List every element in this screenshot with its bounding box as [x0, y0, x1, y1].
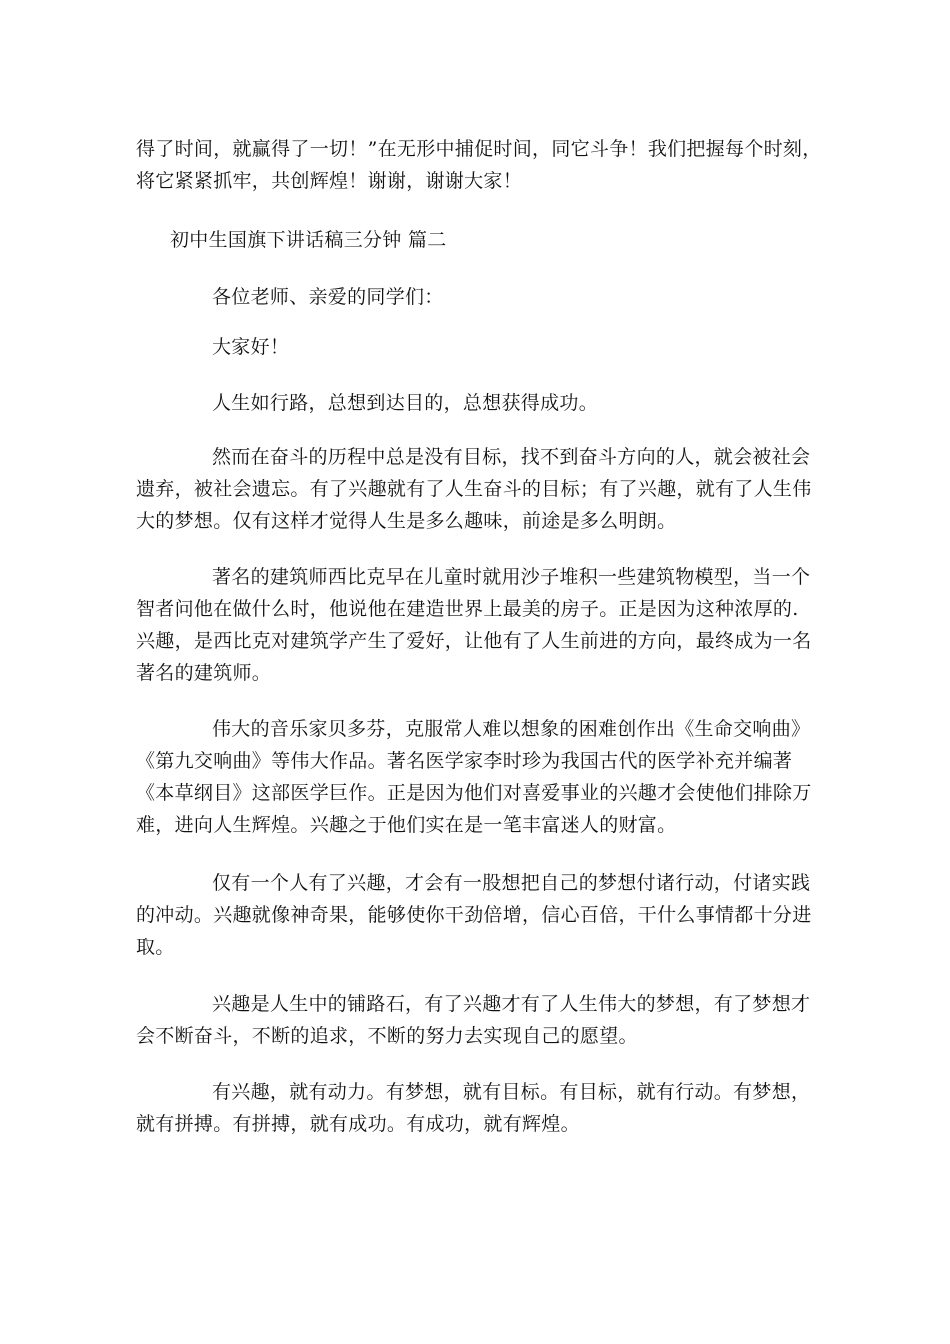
text-line: 人生如行路，总想到达目的，总想获得成功。	[212, 392, 599, 414]
intro-paragraph	[136, 133, 822, 197]
text-line: 仅有一个人有了兴趣，才会有一股想把自己的梦想付诸行动，付诸实践	[212, 872, 811, 894]
text-line: 兴趣，是西比克对建筑学产生了爱好，让他有了人生前进的方向，最终成为一名	[136, 630, 812, 652]
paragraph-3	[136, 561, 816, 689]
text-line: 著名的建筑师。	[136, 662, 272, 684]
text-line: 《第九交响曲》等伟大作品。著名医学家李时珍为我国古代的医学补充并编著	[136, 750, 793, 772]
salutation: 各位老师、亲爱的同学们：	[212, 286, 444, 308]
text-line: 取。	[136, 936, 175, 958]
text-line: 会不断奋斗，不断的追求，不断的努力去实现自己的愿望。	[136, 1025, 638, 1047]
paragraph-5	[136, 867, 816, 963]
greeting: 大家好！	[212, 336, 290, 358]
text-line: 著名的建筑师西比克早在儿童时就用沙子堆积一些建筑物模型，当一个	[212, 566, 811, 588]
text-line: 就有拼搏。有拼搏，就有成功。有成功，就有辉煌。	[136, 1113, 580, 1135]
text-line: 得了时间，就赢得了一切！”在无形中捕促时间，同它斗争！我们把握每个时刻，	[136, 138, 822, 160]
text-line: 大的梦想。仅有这样才觉得人生是多么趣味，前途是多么明朗。	[136, 510, 677, 532]
text-line: 《本草纲目》这部医学巨作。正是因为他们对喜爱事业的兴趣才会使他们排除万	[136, 782, 812, 804]
paragraph-2	[136, 441, 816, 537]
text-line: 伟大的音乐家贝多芬，克服常人难以想象的困难创作出《生命交响曲》	[212, 718, 811, 740]
paragraph-1	[136, 387, 816, 419]
text-line: 遗弃，被社会遗忘。有了兴趣就有了人生奋斗的目标；有了兴趣，就有了人生伟	[136, 478, 812, 500]
section-title: 初中生国旗下讲话稿三分钟 篇二	[170, 229, 447, 251]
paragraph-4	[136, 713, 816, 841]
text-line: 将它紧紧抓牢，共创辉煌！谢谢，谢谢大家！	[136, 170, 523, 192]
text-line: 难，进向人生辉煌。兴趣之于他们实在是一笔丰富迷人的财富。	[136, 814, 677, 836]
text-line: 兴趣是人生中的铺路石，有了兴趣才有了人生伟大的梦想，有了梦想才	[212, 993, 811, 1015]
paragraph-7	[136, 1076, 816, 1140]
text-line: 的冲动。兴趣就像神奇果，能够使你干劲倍增，信心百倍，干什么事情都十分进	[136, 904, 812, 926]
paragraph-6	[136, 988, 816, 1052]
text-line: 然而在奋斗的历程中总是没有目标，找不到奋斗方向的人，就会被社会	[212, 446, 811, 468]
text-line: 有兴趣，就有动力。有梦想，就有目标。有目标，就有行动。有梦想，	[212, 1081, 811, 1103]
text-line: 智者问他在做什么时，他说他在建造世界上最美的房子。正是因为这种浓厚的.	[136, 598, 799, 620]
